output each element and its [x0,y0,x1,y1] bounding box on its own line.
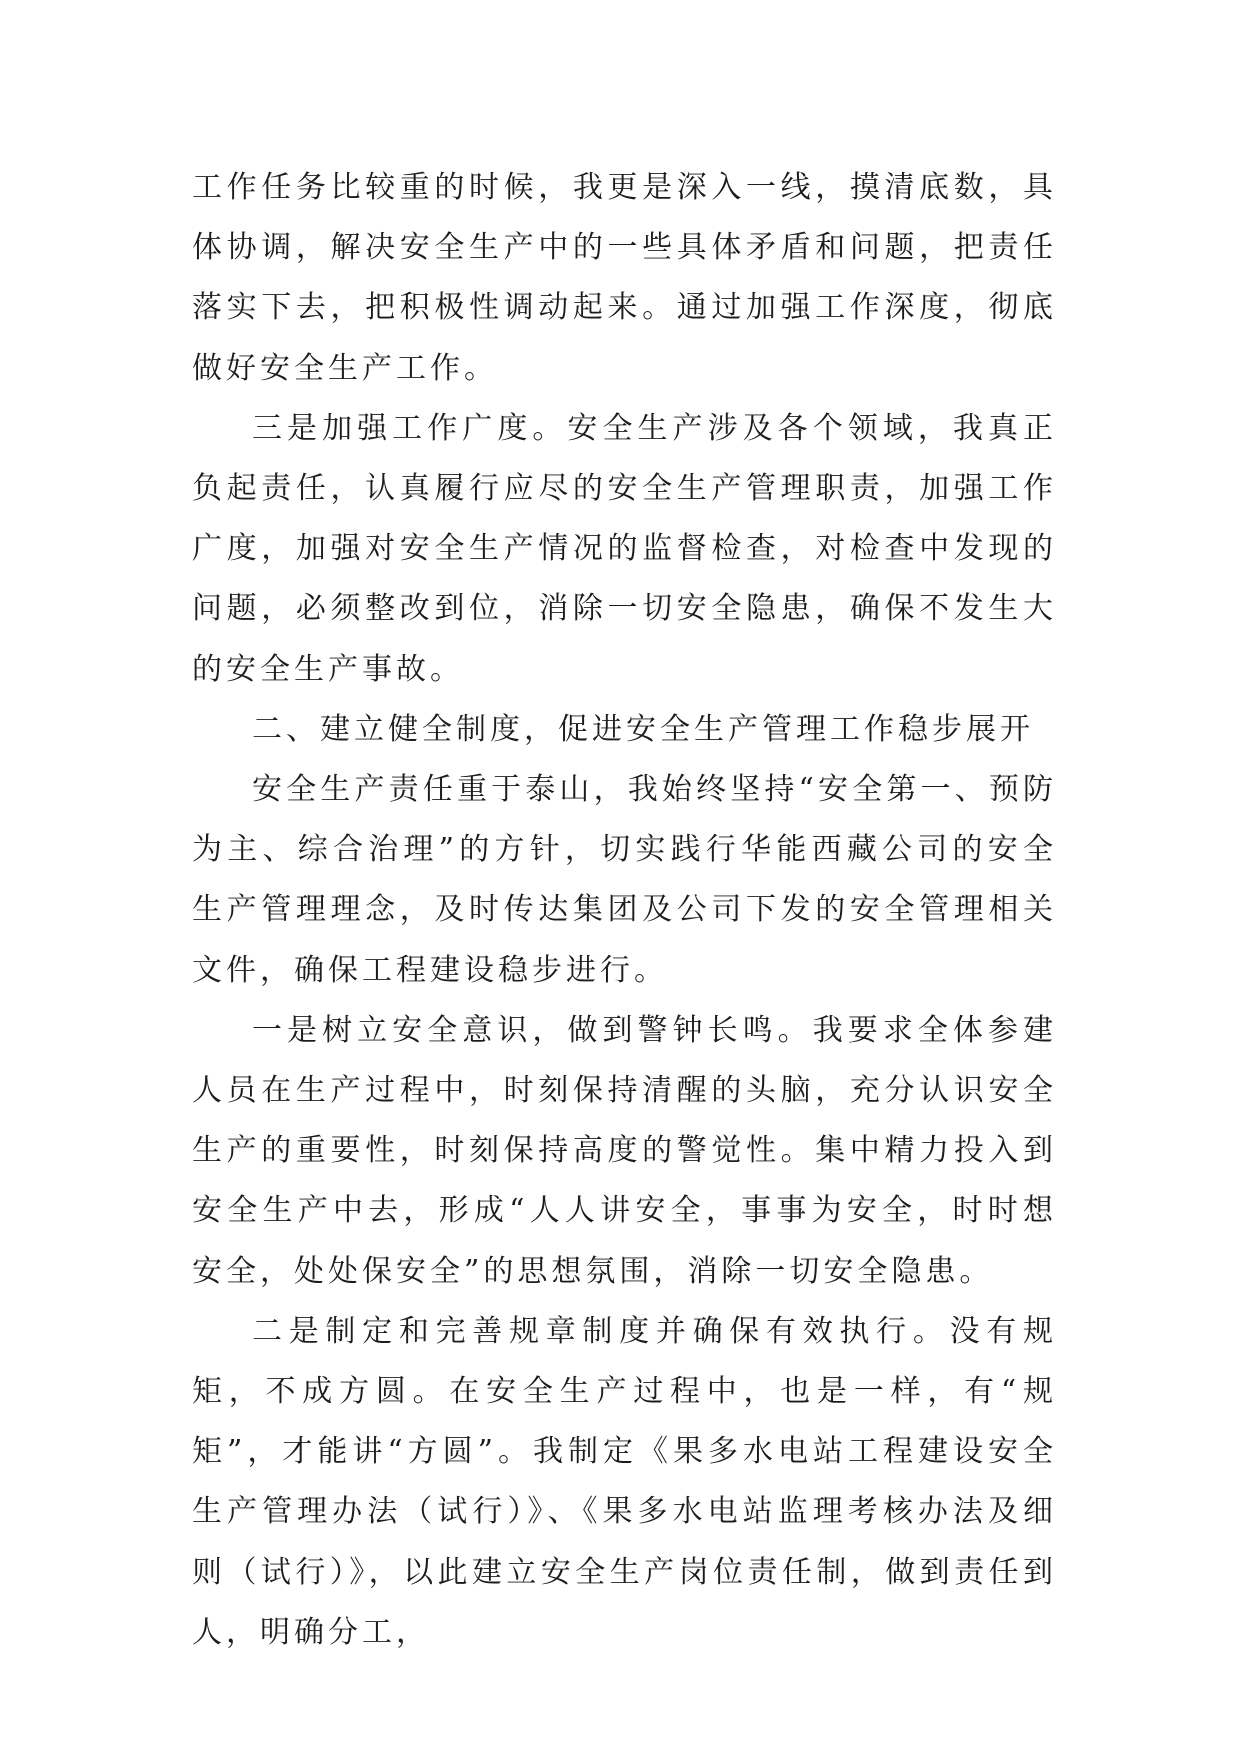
section-heading: 二、建立健全制度，促进安全生产管理工作稳步展开 [252,711,1034,747]
paragraph-safety-awareness: 一是树立安全意识，做到警钟长鸣。我要求全体参建人员在生产过程中，时刻保持清醒的头脑，充分认识安全生产的重要性，时刻保持高度的警觉性。集中精力投入到安全生产中去，形成“人人讲安全，事事为安全，时时想安全，处处保安全”的思想氛围，消除一切安全隐患。 [192,1012,1057,1289]
document-body [192,158,1057,1663]
paragraph-continuation: 工作任务比较重的时候，我更是深入一线，摸清底数，具体协调，解决安全生产中的一些具体矛盾和问题，把责任落实下去，把积极性调动起来。通过加强工作深度，彻底做好安全生产工作。 [192,170,1057,386]
paragraph-work-breadth: 三是加强工作广度。安全生产涉及各个领域，我真正负起责任，认真履行应尽的安全生产管理职责，加强工作广度，加强对安全生产情况的监督检查，对检查中发现的问题，必须整改到位，消除一切安全隐患，确保不发生大的安全生产事故。 [192,410,1057,687]
paragraph-rules-regulations: 二是制定和完善规章制度并确保有效执行。没有规矩，不成方圆。在安全生产过程中，也是一样，有“规矩”，才能讲“方圆”。我制定《果多水电站工程建设安全生产管理办法（试行）》、《果多水电站监理考核办法及细则（试行）》，以此建立安全生产岗位责任制，做到责任到人，明确分工， [192,1313,1057,1650]
paragraph-safety-responsibility: 安全生产责任重于泰山，我始终坚持“安全第一、预防为主、综合治理”的方针，切实践行华能西藏公司的安全生产管理理念，及时传达集团及公司下发的安全管理相关文件，确保工程建设稳步进行。 [192,772,1057,988]
